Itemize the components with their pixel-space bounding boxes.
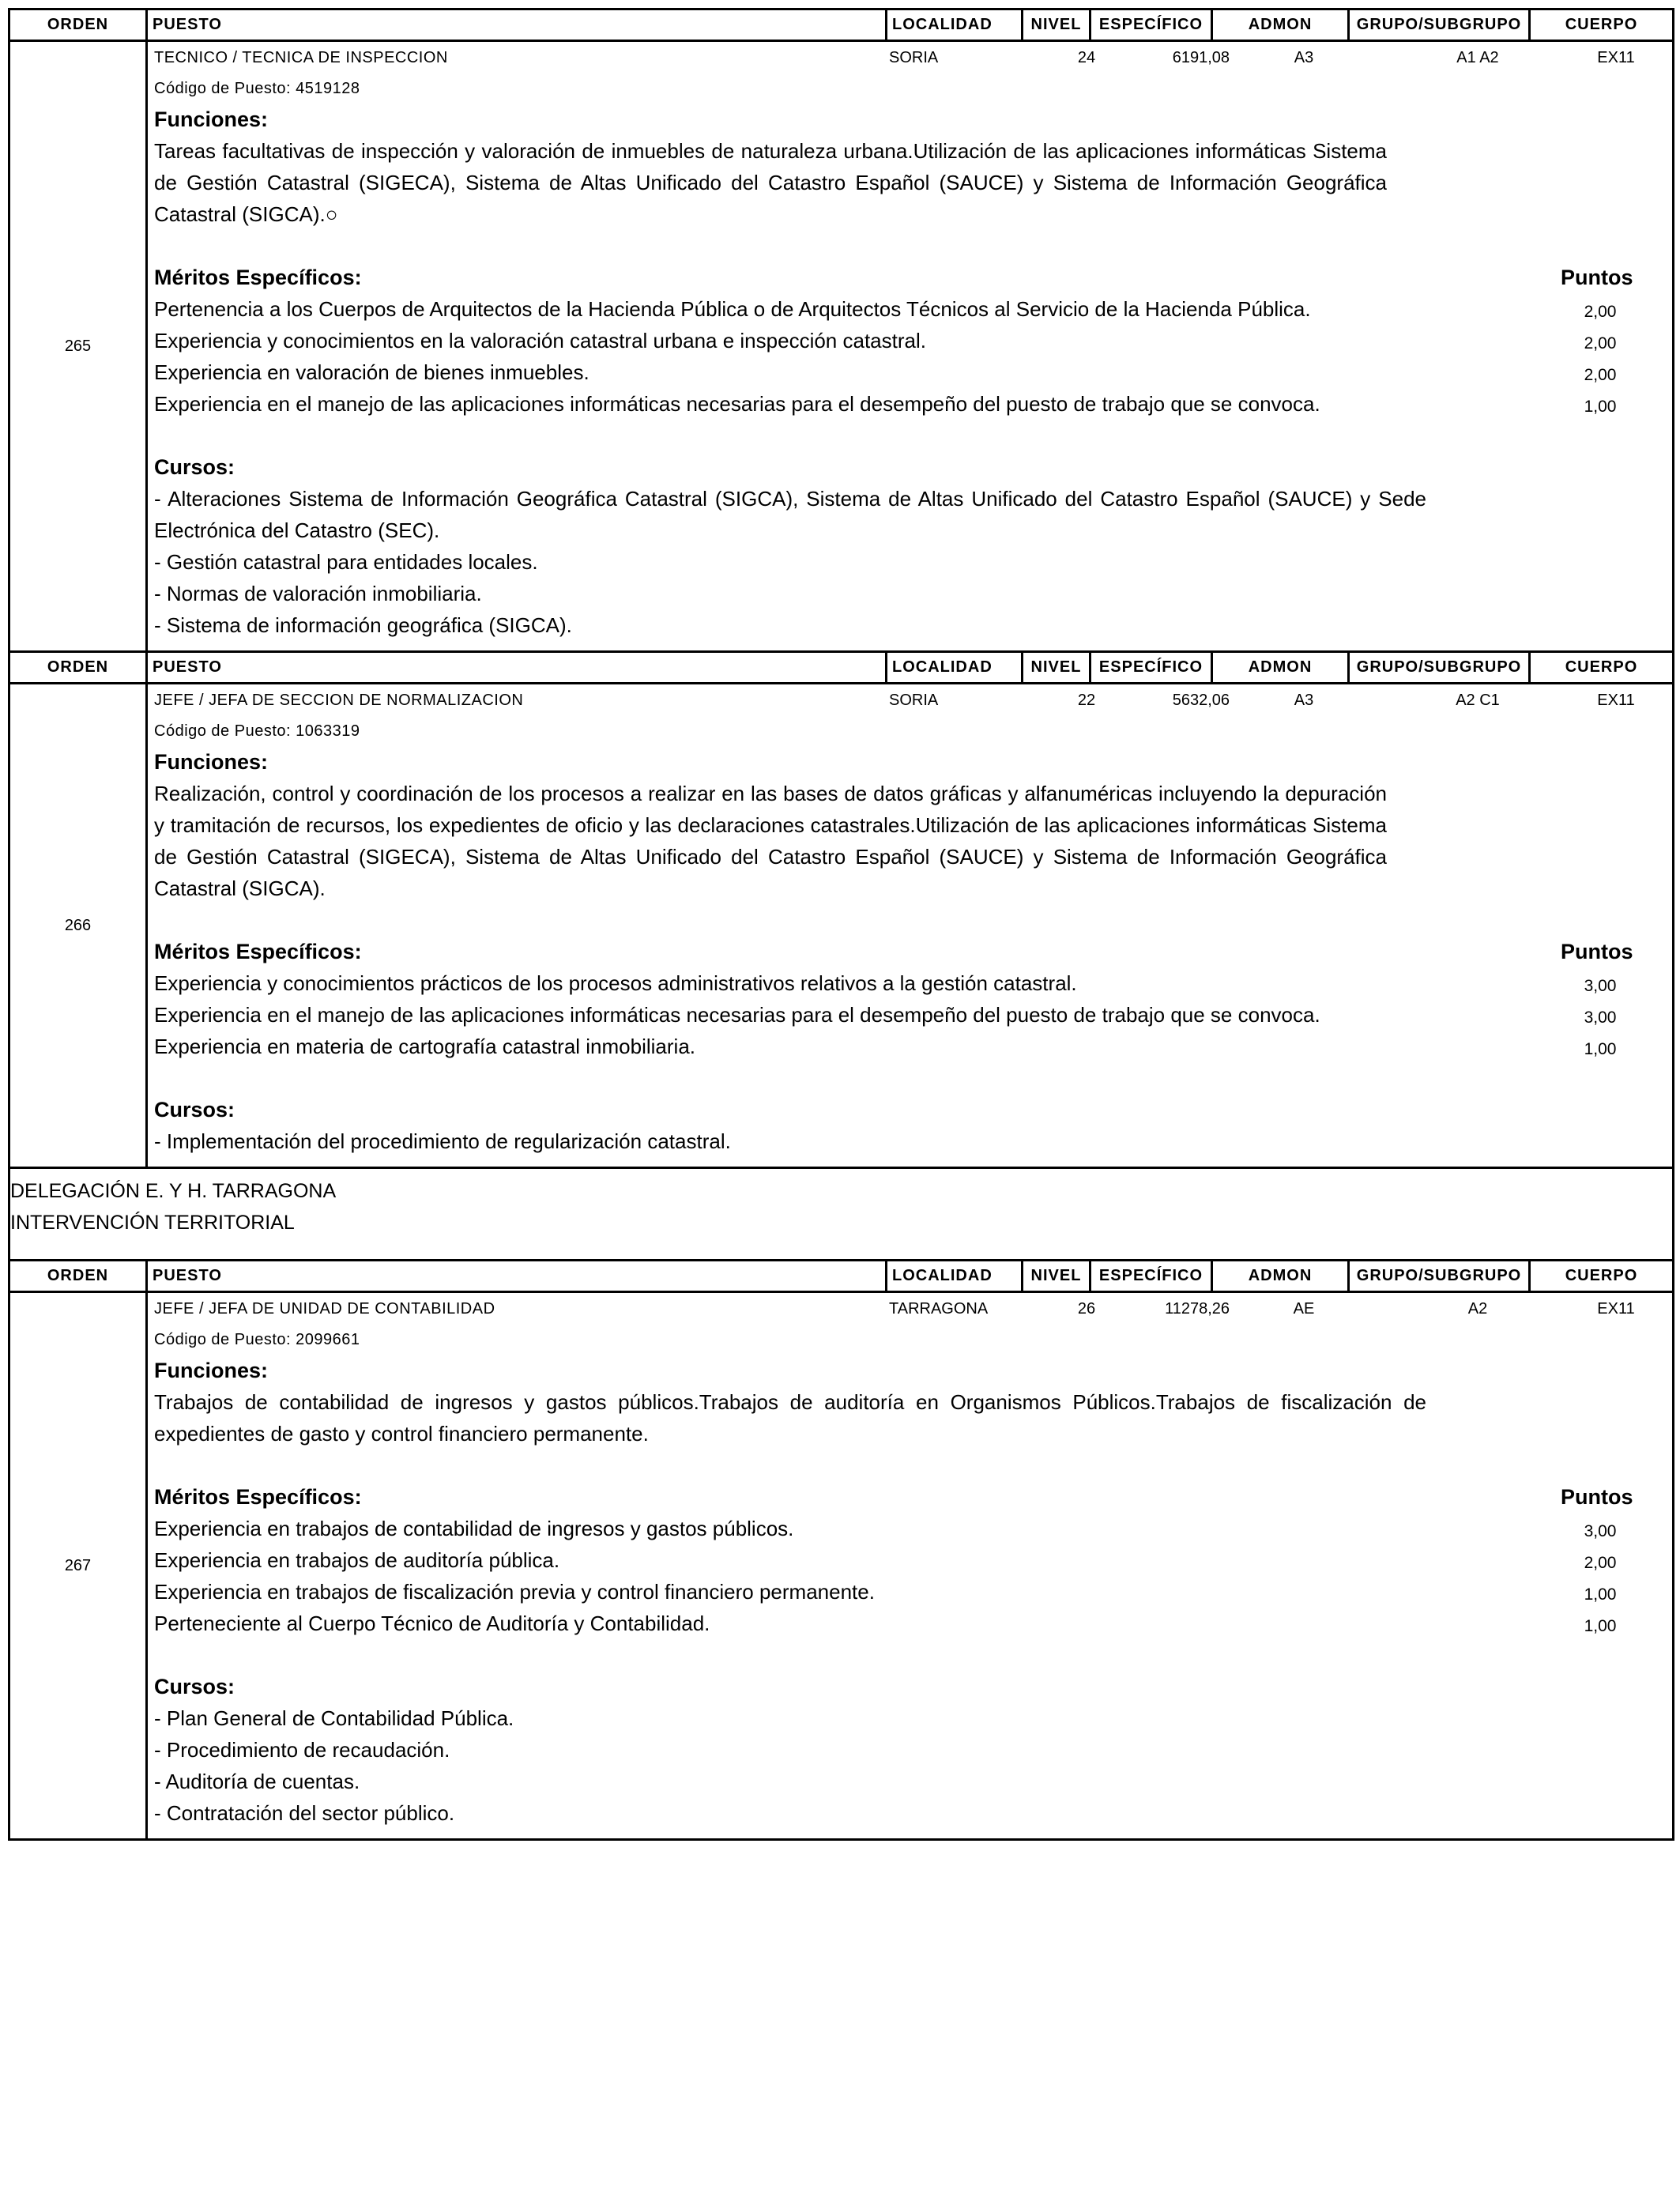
codigo-puesto: Código de Puesto: 1063319 [154, 722, 360, 740]
nivel-value: 24 [1077, 49, 1096, 66]
curso-item: - Gestión catastral para entidades locales. [154, 550, 538, 574]
puntos-heading: Puntos [1561, 1485, 1633, 1509]
nivel-value: 22 [1077, 692, 1096, 709]
merito-item [154, 1031, 1672, 1062]
header-grupo: GRUPO/SUBGRUPO [1350, 10, 1531, 40]
merito-text: Experiencia en el manejo de las aplicaciones informáticas necesarias para el desempeño del puesto de trabajo que se convoca. [154, 392, 1320, 416]
especifico-value: 11278,26 [1165, 1300, 1230, 1318]
funciones-text: Realización, control y coordinación de los procesos a realizar en las bases de datos gráficas y alfanuméricas incluyendo la depuración y tramitación de recursos, los expedientes de oficio y las declaraciones catastrales.Utilización de las aplicaciones informáticas Sistema de Gestión Catastral (SIGECA), Sistema de Altas Unificado del Catastro Español (SAUCE) y Sistema de Información Geográfica Catastral (SIGCA). [154, 782, 1387, 900]
cursos-heading: Cursos: [154, 455, 235, 479]
funciones-heading: Funciones: [154, 1359, 269, 1382]
header-nivel: NIVEL [1023, 10, 1091, 40]
meritos-heading: Méritos Específicos: [154, 1485, 362, 1509]
codigo-puesto: Código de Puesto: 4519128 [154, 80, 360, 97]
merito-puntos: 2,00 [1584, 303, 1617, 321]
intervencion-name: INTERVENCIÓN TERRITORIAL [10, 1212, 295, 1234]
especifico-value: 5632,06 [1172, 692, 1230, 709]
curso-item: - Normas de valoración inmobiliaria. [154, 582, 482, 605]
merito-text: Experiencia y conocimientos en la valoración catastral urbana e inspección catastral. [154, 329, 926, 352]
header-localidad: LOCALIDAD [887, 1261, 1023, 1291]
meritos-header [154, 936, 1672, 967]
entry-row [10, 42, 1672, 653]
merito-text: Experiencia en valoración de bienes inmuebles. [154, 360, 590, 384]
entry-info-line [154, 1293, 1672, 1325]
merito-item [154, 999, 1672, 1031]
entry-info-line [154, 42, 1672, 74]
funciones-heading: Funciones: [154, 107, 269, 131]
meritos-header [154, 262, 1672, 293]
merito-text: Experiencia en materia de cartografía catastral inmobiliaria. [154, 1035, 696, 1058]
cuerpo-value: EX11 [1597, 692, 1635, 709]
localidad-value: SORIA [889, 49, 939, 66]
merito-item [154, 356, 1672, 388]
header-puesto: PUESTO [148, 10, 887, 40]
merito-item [154, 388, 1672, 420]
nivel-value: 26 [1077, 1300, 1096, 1318]
meritos-header [154, 1481, 1672, 1513]
grupo-value: A2 [1467, 1300, 1488, 1318]
merito-item [154, 1513, 1672, 1544]
merito-puntos: 1,00 [1584, 1040, 1617, 1058]
meritos-heading: Méritos Específicos: [154, 266, 362, 289]
header-admon: ADMON [1213, 1261, 1350, 1291]
header-cuerpo: CUERPO [1565, 1267, 1638, 1284]
curso-item: - Alteraciones Sistema de Información Geográfica Catastral (SIGCA), Sistema de Altas Unificado del Catastro Español (SAUCE) y Sede Electrónica del Catastro (SEC). [154, 487, 1426, 542]
entry-content [148, 684, 1672, 1167]
merito-puntos: 1,00 [1584, 398, 1617, 416]
puesto-title: TECNICO / TECNICA DE INSPECCION [154, 49, 448, 66]
delegacion-block [10, 1169, 1672, 1261]
merito-item [154, 1608, 1672, 1639]
admon-value: A3 [1294, 49, 1314, 66]
header-cuerpo: CUERPO [1565, 16, 1638, 33]
merito-puntos: 2,00 [1584, 334, 1617, 352]
merito-puntos: 2,00 [1584, 1554, 1617, 1572]
entry-row [10, 684, 1672, 1169]
header-grupo: GRUPO/SUBGRUPO [1350, 653, 1531, 682]
orden-number: 265 [10, 42, 148, 650]
curso-item: - Sistema de información geográfica (SIGCA). [154, 613, 572, 637]
header-admon: ADMON [1213, 653, 1350, 682]
entry-info-line [154, 684, 1672, 716]
especifico-value: 6191,08 [1172, 49, 1230, 66]
curso-item: - Implementación del procedimiento de regularización catastral. [154, 1129, 731, 1153]
merito-puntos: 3,00 [1584, 977, 1617, 995]
entry-content [148, 1293, 1672, 1838]
header-cuerpo: CUERPO [1565, 658, 1638, 676]
merito-text: Pertenencia a los Cuerpos de Arquitectos de la Hacienda Pública o de Arquitectos Técnicos al Servicio de la Hacienda Pública. [154, 297, 1311, 321]
merito-text: Experiencia en trabajos de contabilidad de ingresos y gastos públicos. [154, 1517, 794, 1540]
header-puesto: PUESTO [148, 1261, 887, 1291]
cursos-heading: Cursos: [154, 1098, 235, 1122]
table-header [10, 653, 1672, 684]
orden-number: 267 [10, 1293, 148, 1838]
merito-item [154, 1576, 1672, 1608]
puesto-title: JEFE / JEFA DE SECCION DE NORMALIZACION [154, 692, 524, 709]
header-especifico: ESPECÍFICO [1091, 1261, 1213, 1291]
curso-item: - Plan General de Contabilidad Pública. [154, 1706, 514, 1730]
merito-puntos: 3,00 [1584, 1522, 1617, 1540]
merito-item [154, 967, 1672, 999]
merito-text: Experiencia en el manejo de las aplicaciones informáticas necesarias para el desempeño del puesto de trabajo que se convoca. [154, 1003, 1320, 1027]
header-orden: ORDEN [10, 653, 148, 682]
meritos-heading: Méritos Específicos: [154, 940, 362, 963]
header-localidad: LOCALIDAD [887, 10, 1023, 40]
header-puesto: PUESTO [148, 653, 887, 682]
document-table [8, 8, 1674, 1841]
merito-puntos: 1,00 [1584, 1585, 1617, 1604]
merito-item [154, 1544, 1672, 1576]
admon-value: A3 [1294, 692, 1314, 709]
header-nivel: NIVEL [1023, 653, 1091, 682]
header-especifico: ESPECÍFICO [1091, 653, 1213, 682]
localidad-value: TARRAGONA [889, 1300, 989, 1318]
grupo-value: A1 A2 [1456, 49, 1499, 66]
puntos-heading: Puntos [1561, 940, 1633, 963]
merito-puntos: 2,00 [1584, 366, 1617, 384]
header-admon: ADMON [1213, 10, 1350, 40]
header-especifico: ESPECÍFICO [1091, 10, 1213, 40]
orden-number: 266 [10, 684, 148, 1167]
header-grupo: GRUPO/SUBGRUPO [1350, 1261, 1531, 1291]
header-orden: ORDEN [10, 1261, 148, 1291]
cuerpo-value: EX11 [1597, 1300, 1635, 1318]
merito-text: Experiencia y conocimientos prácticos de los procesos administrativos relativos a la gestión catastral. [154, 971, 1077, 995]
grupo-value: A2 C1 [1456, 692, 1500, 709]
table-header [10, 10, 1672, 42]
curso-item: - Auditoría de cuentas. [154, 1770, 360, 1793]
puesto-title: JEFE / JEFA DE UNIDAD DE CONTABILIDAD [154, 1300, 495, 1318]
header-nivel: NIVEL [1023, 1261, 1091, 1291]
merito-item [154, 293, 1672, 325]
funciones-heading: Funciones: [154, 750, 269, 774]
funciones-text: Tareas facultativas de inspección y valoración de inmuebles de naturaleza urbana.Utilización de las aplicaciones informáticas Sistema de Gestión Catastral (SIGECA), Sistema de Altas Unificado del Catastro Español (SAUCE) y Sistema de Información Geográfica Catastral (SIGCA).○ [154, 139, 1387, 226]
table-header [10, 1261, 1672, 1293]
merito-item [154, 325, 1672, 356]
admon-value: AE [1293, 1300, 1315, 1318]
merito-text: Experiencia en trabajos de fiscalización previa y control financiero permanente. [154, 1580, 875, 1604]
merito-text: Experiencia en trabajos de auditoría pública. [154, 1548, 560, 1572]
cursos-heading: Cursos: [154, 1675, 235, 1698]
entry-row [10, 1293, 1672, 1838]
codigo-puesto: Código de Puesto: 2099661 [154, 1331, 360, 1348]
curso-item: - Procedimiento de recaudación. [154, 1738, 450, 1762]
header-orden: ORDEN [10, 10, 148, 40]
cuerpo-value: EX11 [1597, 49, 1635, 66]
puntos-heading: Puntos [1561, 266, 1633, 289]
merito-text: Perteneciente al Cuerpo Técnico de Auditoría y Contabilidad. [154, 1612, 710, 1635]
curso-item: - Contratación del sector público. [154, 1801, 455, 1825]
entry-content [148, 42, 1672, 650]
funciones-text: Trabajos de contabilidad de ingresos y gastos públicos.Trabajos de auditoría en Organismos Públicos.Trabajos de fiscalización de expedientes de gasto y control financiero permanente. [154, 1390, 1426, 1446]
localidad-value: SORIA [889, 692, 939, 709]
merito-puntos: 3,00 [1584, 1008, 1617, 1027]
delegacion-name: DELEGACIÓN E. Y H. TARRAGONA [10, 1180, 337, 1202]
header-localidad: LOCALIDAD [887, 653, 1023, 682]
merito-puntos: 1,00 [1584, 1617, 1617, 1635]
